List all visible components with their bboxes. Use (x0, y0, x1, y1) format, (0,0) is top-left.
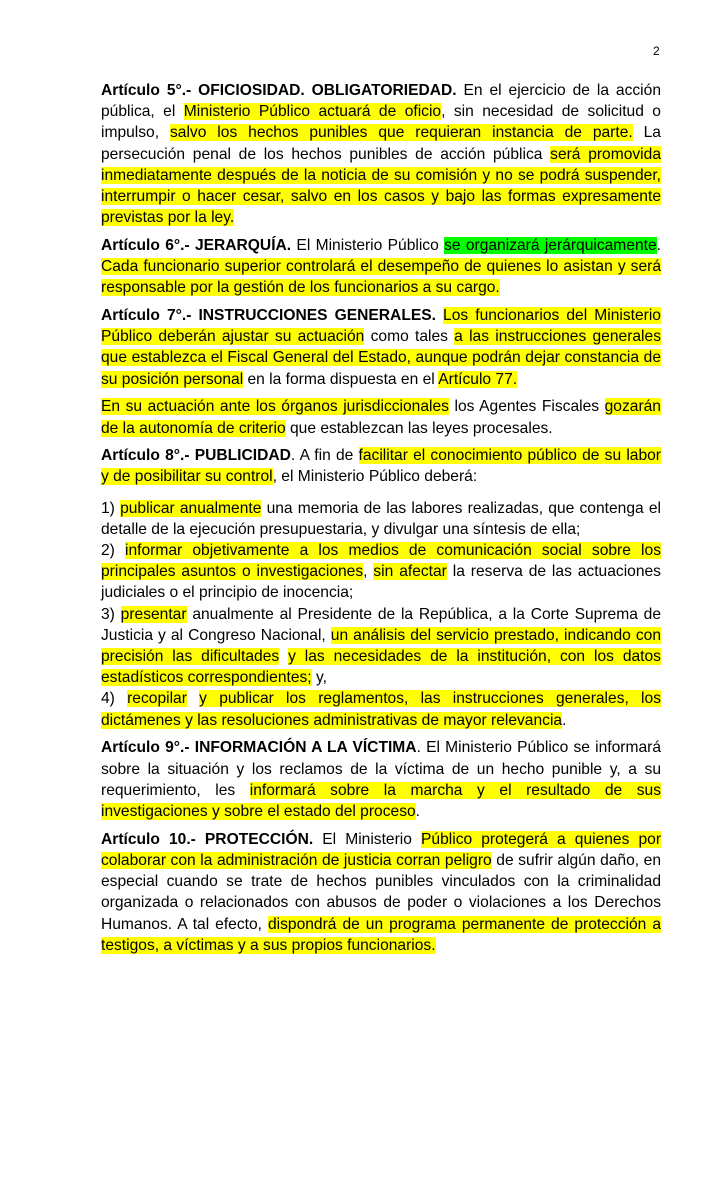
highlighted-text: publicar anualmente (120, 499, 262, 517)
text-run: 3) (101, 605, 121, 623)
paragraph (101, 396, 661, 438)
list-item (101, 604, 661, 689)
text-run: . (415, 803, 421, 820)
highlighted-text: Cada funcionario superior controlará el desempeño de quienes lo asistan y será responsable por la gestión de los funcionarios a su cargo. (101, 258, 661, 297)
text-run: la reserva de las actuaciones judiciales o el principio de inocencia; (101, 563, 661, 602)
text-run: En el ejercicio de la acción pública, el (101, 82, 661, 121)
article-art7 (101, 305, 661, 439)
text-run: en la forma dispuesta en el (243, 370, 439, 388)
text-run: , sin necesidad de solicitud o impulso, (101, 103, 661, 142)
highlighted-text: presentar (120, 605, 187, 623)
highlighted-text: gozarán de la autonomía de criterio (101, 398, 661, 437)
text-run: El Ministerio Público (291, 236, 445, 254)
list-item (101, 540, 661, 604)
paragraph (101, 80, 661, 228)
text-run (436, 307, 443, 324)
article-heading: Artículo 6°.- JERARQUÍA. (101, 236, 292, 254)
highlighted-text: un análisis del servicio prestado, indicando con precisión las dificultades (101, 626, 662, 666)
highlighted-text: informará sobre la marcha y el resultado de sus investigaciones y sobre el estado del proceso (101, 781, 661, 820)
article-heading: Artículo 9°.- INFORMACIÓN A LA VÍCTIMA (101, 739, 417, 757)
page-number: 2 (653, 44, 660, 58)
highlighted-text: será promovida inmediatamente después de la noticia de su comisión y no se podrá suspender, interrumpir o hacer cesar, salvo en los casos y bajo las formas expresamente previstas por la ley. (101, 145, 661, 227)
article-art6 (101, 235, 661, 299)
highlighted-text: recopilar (127, 690, 187, 708)
text-run: La persecución penal de los hechos punibles de acción pública (101, 124, 661, 163)
highlighted-text: facilitar el conocimiento público de su labor y de posibilitar su control (101, 447, 662, 486)
paragraph (101, 235, 661, 299)
list-item (101, 498, 661, 540)
document-body (101, 80, 661, 962)
text-run: El Ministerio (313, 830, 422, 848)
text-run: los Agentes Fiscales (448, 398, 605, 416)
article-art8 (101, 445, 661, 731)
text-run: como tales (364, 328, 455, 346)
text-run (187, 690, 199, 707)
paragraph (101, 829, 661, 956)
text-run: que establezcan las leyes procesales. (285, 419, 553, 437)
highlighted-text: Público protegerá a quienes por colaborar con la administración de justicia corran peligro (101, 830, 662, 869)
highlighted-text: informar objetivamente a los medios de comunicación social sobre los principales asuntos o investigaciones (101, 542, 661, 581)
paragraph (101, 445, 661, 487)
numbered-list (101, 498, 661, 731)
highlighted-text: Ministerio Público actuará de oficio (183, 103, 442, 121)
text-run: . A fin de (290, 447, 359, 465)
text-run: y, (311, 669, 327, 687)
text-run (279, 648, 288, 665)
highlighted-text: a las instrucciones generales que establezca el Fiscal General del Estado, aunque podrán dejar constancia de su posición personal (101, 328, 661, 388)
article-art10 (101, 829, 661, 956)
highlighted-text: y publicar los reglamentos, las instrucciones generales, los dictámenes y las resoluciones administrativas de mayor relevancia (101, 690, 661, 729)
highlighted-text: sin afectar (373, 563, 447, 581)
text-run: anualmente al Presidente de la República, a la Corte Suprema de Justicia y al Congreso Nacional, (101, 605, 662, 644)
highlighted-text: Artículo 77. (438, 370, 518, 388)
highlighted-text: Los funcionarios del Ministerio Público deberán ajustar su actuación (101, 307, 661, 346)
highlighted-text: dispondrá de un programa permanente de protección a testigos, a víctimas y a sus propios funcionarios. (101, 915, 661, 954)
list-item (101, 688, 661, 730)
highlighted-text: salvo los hechos punibles que requieran instancia de parte. (169, 124, 633, 142)
article-heading: Artículo 8°.- PUBLICIDAD (101, 447, 291, 465)
text-run: , (363, 563, 374, 581)
article-art9 (101, 737, 661, 822)
text-run: 2) (101, 542, 126, 560)
text-run: . El Ministerio Público se informará sobre la situación y los reclamos de la víctima de un hecho punible y, a su requerimiento, les (101, 739, 662, 799)
article-heading: Artículo 10.- PROTECCIÓN. (101, 830, 314, 848)
article-heading: Artículo 5°.- OFICIOSIDAD. OBLIGATORIEDAD. (101, 82, 457, 99)
article-heading: Artículo 7°.- INSTRUCCIONES GENERALES. (101, 307, 436, 325)
text-run: . (562, 711, 567, 729)
text-run: 4) (101, 690, 128, 708)
highlighted-text: y las necesidades de la institución, con los datos estadísticos correspondientes; (101, 648, 661, 687)
article-art5 (101, 80, 661, 228)
highlighted-text: En su actuación ante los órganos jurisdiccionales (101, 398, 449, 416)
text-run: , el Ministerio Público deberá: (272, 468, 478, 486)
text-run: 1) (101, 499, 121, 517)
paragraph (101, 305, 661, 390)
text-run: . (656, 236, 661, 254)
text-run: una memoria de las labores realizadas, que contenga el detalle de la ejecución presupuestaria, y divulgar una síntesis de ella; (101, 499, 662, 538)
paragraph (101, 737, 661, 822)
highlighted-text: se organizará jerárquicamente (444, 236, 657, 254)
text-run: de sufrir algún daño, en especial cuando se trate de hechos punibles vinculados con la criminalidad organizada o relacionados con abusos de poder o violaciones a los Derechos Humanos. A tal efecto, (101, 851, 661, 933)
